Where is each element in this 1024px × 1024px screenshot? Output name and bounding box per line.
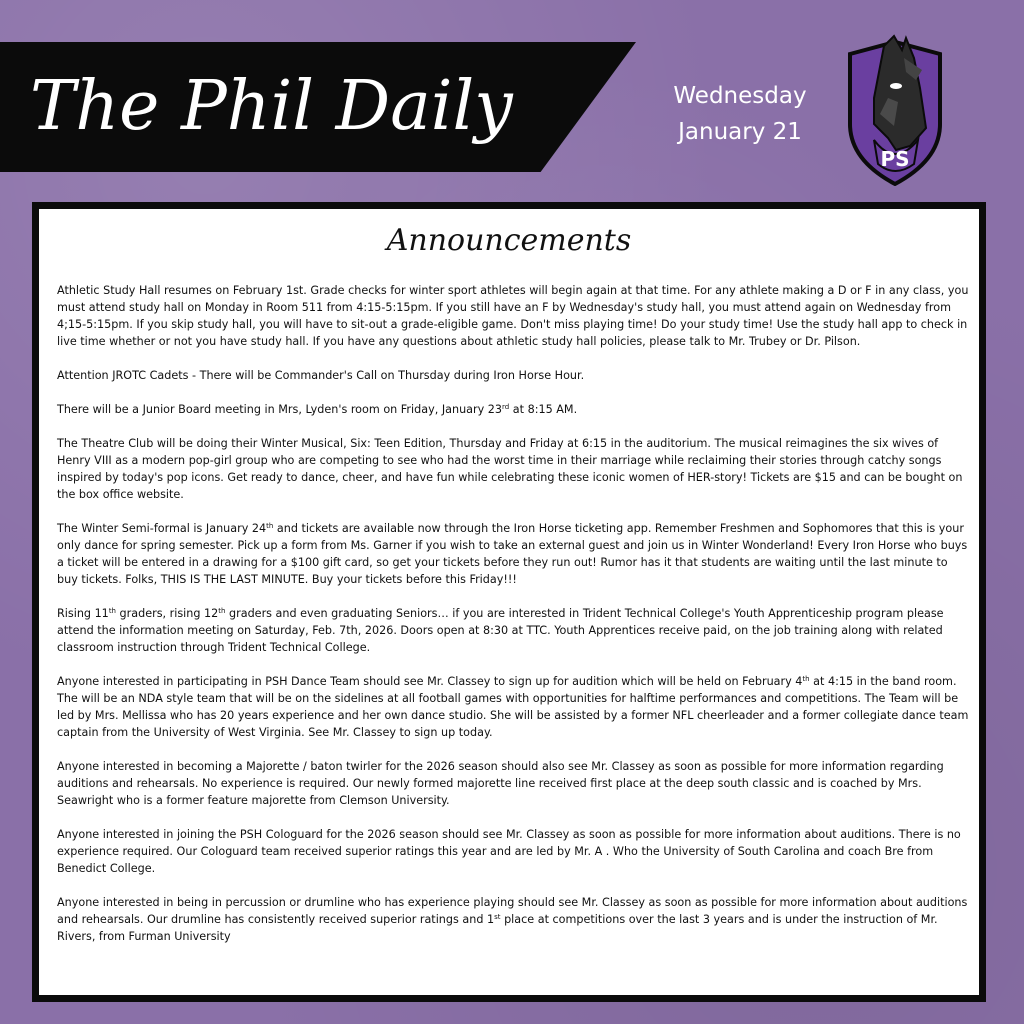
announcement-drumline: Anyone interested in being in percussion or drumline who has experience playing should see Mr. Classey as soon as possible for more information about auditions and rehearsals. Our drumline has consistently received superior ratings and 1st place at competitions over the last 3 years and is under the instruction of Mr. Rivers, from Furman University [57, 896, 968, 943]
announcement-semi-formal: The Winter Semi-formal is January 24th and tickets are available now through the Iron Horse ticketing app. Remember Freshmen and Sophomores that this is your only dance for spring semester. Pick up a form from Ms. Garner if you wish to take an external guest and join us in Winter Wonderland! Every Iron Horse who buys a ticket will be entered in a drawing for a $100 gift card, so get your tickets before they run out! Rumor has it that students are waiting until the last minute to buy tickets. Folks, THIS IS THE LAST MINUTE. Buy your tickets before this Friday!!! [57, 522, 968, 586]
announcement-jrotc: Attention JROTC Cadets - There will be Commander's Call on Thursday during Iron Horse Hour. [57, 369, 585, 382]
day-label: Wednesday [673, 83, 807, 109]
date-label: January 21 [678, 119, 802, 145]
school-mascot-logo [844, 28, 946, 186]
announcements-card [32, 202, 986, 1002]
announcement-study-hall: Athletic Study Hall resumes on February 1st. Grade checks for winter sport athletes will begin again at that time. For any athlete making a D or F in any class, you must attend study hall on Monday in Room 511 from 4:15-5:15pm. If you still have an F by Wednesday's study hall, you must attend again on Wednesday from 4;15-5:15pm. If you skip study hall, you will have to sit-out a grade-eligible game. Don't miss playing time! Do your study time! Use the study hall app to check in live time whether or not you have study hall. If you have any questions about athletic study hall policies, please talk to Mr. Trubey or Dr. Pilson. [57, 284, 969, 348]
announcement-apprenticeship: Rising 11th graders, rising 12th graders and even graduating Seniors… if you are interested in Trident Technical College's Youth Apprenticeship program please attend the information meeting on Saturday, Feb. 7th, 2026. Doors open at 8:30 at TTC. Youth Apprentices receive paid, on the job training along with related classroom instruction through Trident Technical College. [57, 607, 944, 654]
announcements-body [57, 282, 972, 962]
logo-lettering: PS [880, 147, 910, 171]
newsletter-title: The Phil Daily [30, 67, 513, 146]
announcement-colorguard: Anyone interested in joining the PSH Cologuard for the 2026 season should see Mr. Classey as soon as possible for more information about auditions. There is no experience required. Our Cologuard team received superior ratings this year and are led by Mr. A . Who the University of South Carolina and coach Bre from Benedict College. [57, 828, 961, 875]
announcement-junior-board: There will be a Junior Board meeting in Mrs, Lyden's room on Friday, January 23rd at 8:15 AM. [57, 403, 578, 416]
announcement-majorette: Anyone interested in becoming a Majorette / baton twirler for the 2026 season should also see Mr. Classey as soon as possible for more information regarding auditions and rehearsals. No experience is required. Our newly formed majorette line received first place at the deep south classic and is coached by Mrs. Seawright who is a former feature majorette from Clemson University. [57, 760, 944, 807]
announcement-dance-team: Anyone interested in participating in PSH Dance Team should see Mr. Classey to sign up for audition which will be held on February 4th at 4:15 in the band room. The will be an NDA style team that will be on the sidelines at all football games with opportunities for halftime performances and competitions. The Team will be led by Mrs. Mellissa who has 20 years experience and her own dance studio. She will be assisted by a former NFL cheerleader and a former collegiate dance team captain from the University of West Virginia. See Mr. Classey to sign up today. [57, 675, 969, 739]
announcement-theatre: The Theatre Club will be doing their Winter Musical, Six: Teen Edition, Thursday and Friday at 6:15 in the auditorium. The musical reimagines the six wives of Henry VIII as a modern pop-girl group who are competing to see who had the worst time in their marriage while reclaiming their stories through catchy songs inspired by today's pop icons. Get ready to dance, cheer, and have fun while celebrating these iconic women of HER-story! Tickets are $15 and can be bought on the box office website. [57, 437, 963, 501]
date-block [640, 78, 840, 150]
announcements-heading: Announcements [386, 223, 632, 258]
